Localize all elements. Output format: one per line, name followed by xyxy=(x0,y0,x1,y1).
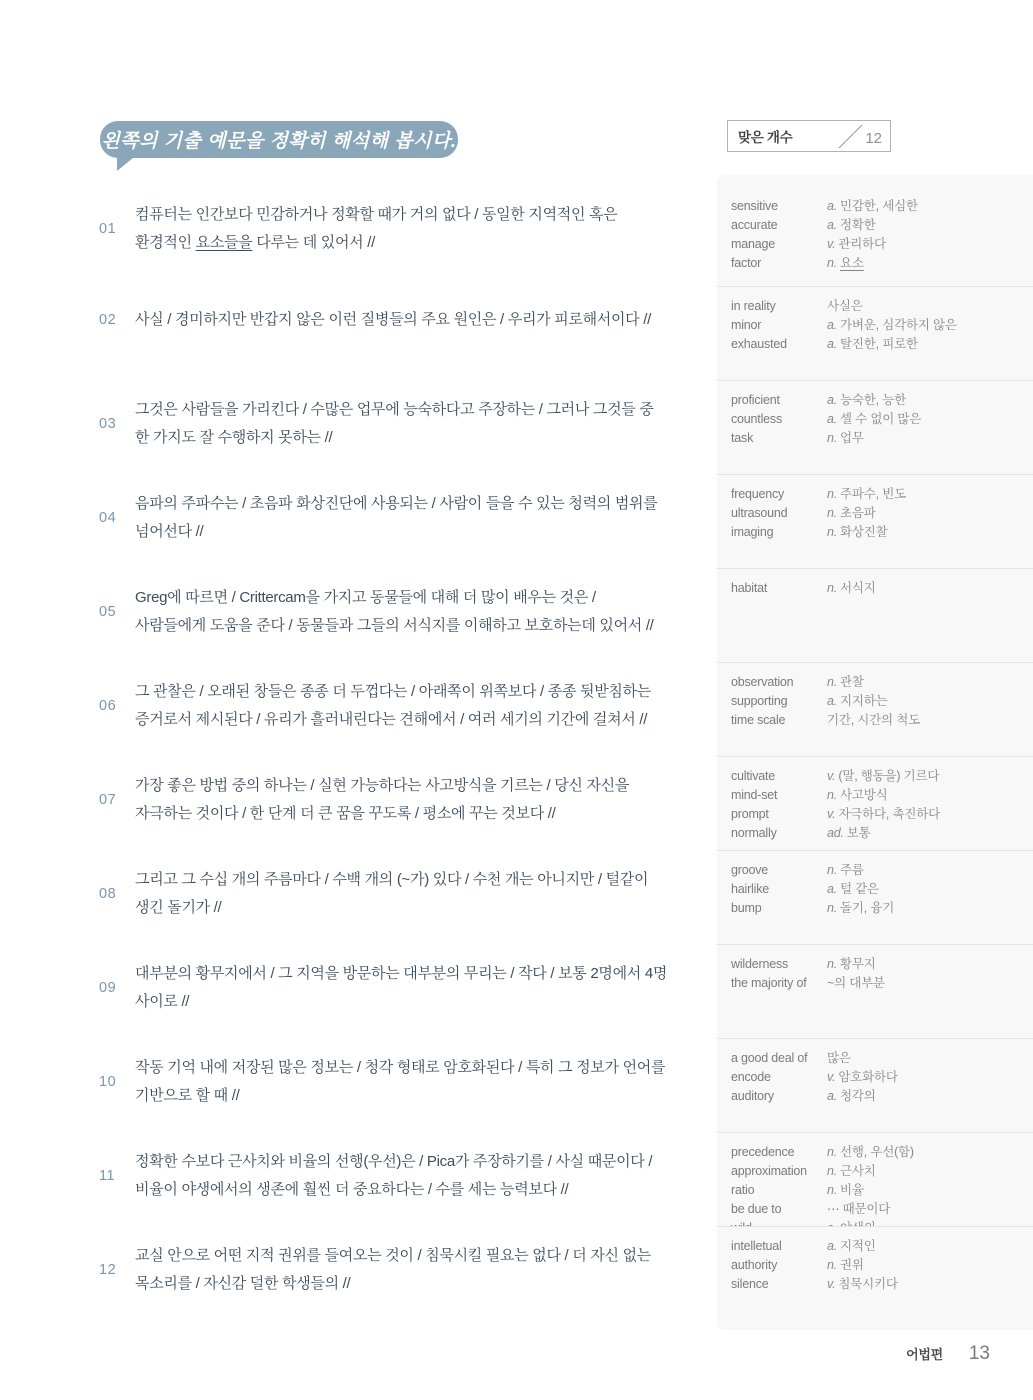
part-of-speech-label: v. xyxy=(827,1070,836,1084)
definition-text: 지지하는 xyxy=(840,694,888,708)
part-of-speech-label: v. xyxy=(827,1277,836,1291)
vocab-block xyxy=(717,1038,1033,1132)
vocab-entry xyxy=(731,861,1019,880)
vocab-entry xyxy=(731,1275,1019,1294)
vocab-definition xyxy=(827,1049,1019,1068)
part-of-speech-label: n. xyxy=(827,901,838,915)
definition-text: 기간, 시간의 척도 xyxy=(827,713,920,727)
vocab-entry xyxy=(731,1200,1019,1219)
definition-text: 가벼운, 심각하지 않은 xyxy=(840,318,957,332)
item-text: 사실 / 경미하지만 반갑지 않은 이런 질병들의 주요 원인은 / 우리가 피로해서이다 // xyxy=(135,311,651,328)
vocab-word: in reality xyxy=(731,299,776,313)
sentence-item xyxy=(99,175,717,286)
vocab-definition xyxy=(827,1256,1019,1275)
slash-icon xyxy=(836,122,864,150)
part-of-speech-label: n. xyxy=(827,1164,838,1178)
vocab-entry xyxy=(731,216,1019,235)
vocab-word: observation xyxy=(731,675,794,689)
vocab-word: prompt xyxy=(731,807,769,821)
definition-text: 청각의 xyxy=(840,1089,876,1103)
definition-text: 자극하다, 촉진하다 xyxy=(838,807,940,821)
definition-text: 근사치 xyxy=(840,1164,876,1178)
item-text: 컴퓨터는 인간보다 민감하거나 정확할 때가 거의 없다 / 동일한 지역적인 혹은 환경적인 요소들을 다루는 데 있어서 // xyxy=(135,206,618,251)
vocab-definition xyxy=(827,1143,1019,1162)
vocab-definition xyxy=(827,692,1019,711)
vocab-entry xyxy=(731,692,1019,711)
vocab-word: authority xyxy=(731,1258,778,1272)
definition-text: ~의 대부분 xyxy=(827,976,885,990)
vocab-entry xyxy=(731,1256,1019,1275)
definition-text: 요소 xyxy=(840,256,864,270)
vocab-word: task xyxy=(731,431,754,445)
definition-text: 주파수, 빈도 xyxy=(840,487,906,501)
vocab-definition xyxy=(827,1275,1019,1294)
vocab-block xyxy=(717,568,1033,662)
item-text: 교실 안으로 어떤 지적 권위를 들여오는 것이 / 침묵시킬 필요는 없다 / 더 자신 없는 목소리를 / 자신감 덜한 학생들의 // xyxy=(135,1247,651,1292)
definition-text: 털 같은 xyxy=(840,882,879,896)
part-of-speech-label: v. xyxy=(827,807,836,821)
part-of-speech-label: n. xyxy=(827,525,838,539)
item-text: 그 관찰은 / 오래된 창들은 종종 더 두껍다는 / 아래쪽이 위쪽보다 / 종종 뒷받침하는 증거로서 제시된다 / 유리가 흘러내린다는 견해에서 / 여러 세기의 기간에 걸쳐서 // xyxy=(135,683,651,728)
vocab-definition xyxy=(827,974,1019,993)
vocab-word: habitat xyxy=(731,581,768,595)
vocab-entry xyxy=(731,1068,1019,1087)
part-of-speech-label: n. xyxy=(827,1145,838,1159)
item-row xyxy=(99,1132,1033,1226)
part-of-speech-label: n. xyxy=(827,863,838,877)
part-of-speech-label: a. xyxy=(827,1239,838,1253)
sentence-item xyxy=(99,1132,717,1226)
vocab-word: time scale xyxy=(731,713,786,727)
sentence-item xyxy=(99,380,717,474)
sentence-item-inner xyxy=(99,866,717,922)
vocab-block xyxy=(717,175,1033,286)
part-of-speech-label: a. xyxy=(827,882,838,896)
vocab-definition xyxy=(827,880,1019,899)
sentence-item xyxy=(99,1226,717,1330)
definition-text: 능숙한, 능한 xyxy=(840,393,906,407)
vocab-definition xyxy=(827,297,1019,316)
item-text: 대부분의 황무지에서 / 그 지역을 방문하는 대부분의 무리는 / 작다 / 보통 2명에서 4명 사이로 // xyxy=(135,965,668,1010)
vocab-word: a good deal of xyxy=(731,1051,808,1065)
part-of-speech-label: n. xyxy=(827,1183,838,1197)
part-of-speech-label: n. xyxy=(827,788,838,802)
sentence-item xyxy=(99,1038,717,1132)
item-number: 10 xyxy=(99,1074,117,1090)
part-of-speech-label: v. xyxy=(827,769,836,783)
vocab-word: ratio xyxy=(731,1183,755,1197)
vocab-block xyxy=(717,850,1033,944)
score-box-label: 맞은 개수 xyxy=(738,130,793,145)
part-of-speech-label: n. xyxy=(827,487,838,501)
vocab-definition xyxy=(827,861,1019,880)
vocab-entry xyxy=(731,504,1019,523)
vocab-word: auditory xyxy=(731,1089,774,1103)
vocab-entry xyxy=(731,254,1019,273)
sentence-item xyxy=(99,568,717,662)
item-number: 04 xyxy=(99,510,117,526)
vocab-definition xyxy=(827,824,1019,843)
vocab-definition xyxy=(827,1068,1019,1087)
vocab-definition xyxy=(827,429,1019,448)
definition-text: 화상진찰 xyxy=(840,525,888,539)
item-number: 07 xyxy=(99,792,117,808)
vocab-block xyxy=(717,944,1033,1038)
item-text: 그것은 사람들을 가리킨다 / 수많은 업무에 능숙하다고 주장하는 / 그러나 그것들 중 한 가지도 잘 수행하지 못하는 // xyxy=(135,401,654,446)
part-of-speech-label: v. xyxy=(827,237,836,251)
part-of-speech-label: n. xyxy=(827,675,838,689)
part-of-speech-label: a. xyxy=(827,412,838,426)
part-of-speech-label: n. xyxy=(827,1258,838,1272)
definition-text: 보통 xyxy=(846,826,871,840)
item-number: 01 xyxy=(99,221,117,237)
vocab-entry xyxy=(731,767,1019,786)
item-row xyxy=(99,286,1033,380)
sentence-item-inner xyxy=(99,396,717,452)
vocab-word: ultrasound xyxy=(731,506,788,520)
vocab-definition xyxy=(827,767,1019,786)
part-of-speech-label: n. xyxy=(827,957,838,971)
sentence-item-inner xyxy=(99,1148,717,1204)
definition-text: 많은 xyxy=(827,1051,851,1065)
instruction-banner xyxy=(100,121,458,158)
vocab-entry xyxy=(731,955,1019,974)
sentence-item-inner xyxy=(99,1054,717,1110)
vocab-block xyxy=(717,662,1033,756)
vocab-entry xyxy=(731,235,1019,254)
part-of-speech-label: n. xyxy=(827,581,838,595)
vocab-word: encode xyxy=(731,1070,771,1084)
vocab-definition xyxy=(827,899,1019,918)
vocab-definition xyxy=(827,410,1019,429)
sentence-item-inner xyxy=(99,1242,717,1298)
definition-text: ⋯ 때문이다 xyxy=(827,1202,891,1216)
definition-text: 관리하다 xyxy=(838,237,886,251)
part-of-speech-label: ad. xyxy=(827,826,844,840)
vocab-definition xyxy=(827,711,1019,730)
vocab-word: exhausted xyxy=(731,337,787,351)
vocab-entry xyxy=(731,1143,1019,1162)
vocab-block xyxy=(717,1226,1033,1330)
vocab-word: manage xyxy=(731,237,775,251)
item-number: 09 xyxy=(99,980,117,996)
definition-text: 셀 수 없이 많은 xyxy=(840,412,922,426)
vocab-word: countless xyxy=(731,412,783,426)
part-of-speech-label: n. xyxy=(827,431,838,445)
vocab-definition xyxy=(827,316,1019,335)
definition-text: 황무지 xyxy=(840,957,876,971)
vocab-entry xyxy=(731,673,1019,692)
vocab-word: groove xyxy=(731,863,769,877)
definition-text: 지적인 xyxy=(840,1239,876,1253)
vocab-word: factor xyxy=(731,256,762,270)
vocab-entry xyxy=(731,1162,1019,1181)
vocab-entry xyxy=(731,711,1019,730)
part-of-speech-label: a. xyxy=(827,318,838,332)
item-number: 11 xyxy=(99,1168,116,1184)
vocab-word: proficient xyxy=(731,393,780,407)
vocab-definition xyxy=(827,235,1019,254)
item-text: 정확한 수보다 근사치와 비율의 선행(우선)은 / Pica가 주장하기를 / 사실 때문이다 / 비율이 야생에서의 생존에 훨씬 더 중요하다는 / 수를 세는 능력보다 // xyxy=(135,1153,653,1198)
vocab-definition xyxy=(827,786,1019,805)
definition-text: 주름 xyxy=(840,863,864,877)
item-number: 12 xyxy=(99,1262,117,1278)
definition-text: 선행, 우선(함) xyxy=(840,1145,914,1159)
vocab-word: be due to xyxy=(731,1202,782,1216)
sentence-item-inner xyxy=(99,678,717,734)
vocab-definition xyxy=(827,1162,1019,1181)
part-of-speech-label: a. xyxy=(827,393,838,407)
part-of-speech-label: a. xyxy=(827,694,838,708)
item-text: 작동 기억 내에 저장된 많은 정보는 / 청각 형태로 암호화된다 / 특히 그 정보가 언어를 기반으로 할 때 // xyxy=(135,1059,666,1104)
definition-text: 탈진한, 피로한 xyxy=(840,337,918,351)
definition-text: 서식지 xyxy=(840,581,876,595)
vocab-block xyxy=(717,380,1033,474)
vocab-block xyxy=(717,474,1033,568)
vocab-definition xyxy=(827,673,1019,692)
vocab-entry xyxy=(731,429,1019,448)
item-number: 03 xyxy=(99,416,117,432)
vocab-definition xyxy=(827,523,1019,542)
sentence-item xyxy=(99,850,717,944)
item-row xyxy=(99,850,1033,944)
vocab-block xyxy=(717,286,1033,380)
vocab-word: hairlike xyxy=(731,882,769,896)
vocab-entry xyxy=(731,197,1019,216)
vocab-entry xyxy=(731,410,1019,429)
vocab-definition xyxy=(827,1181,1019,1200)
item-text: Greg에 따르면 / Crittercam을 가지고 동물들에 대해 더 많이 배우는 것은 / 사람들에게 도움을 준다 / 동물들과 그들의 서식지를 이해하고 보호하는데 있어서 // xyxy=(135,589,654,634)
item-row xyxy=(99,756,1033,850)
vocab-definition xyxy=(827,955,1019,974)
vocab-word: bump xyxy=(731,901,762,915)
vocab-entry xyxy=(731,786,1019,805)
vocab-definition xyxy=(827,805,1019,824)
vocab-entry xyxy=(731,316,1019,335)
part-of-speech-label: a. xyxy=(827,1089,838,1103)
definition-text: 업무 xyxy=(840,431,864,445)
definition-text: 암호화하다 xyxy=(838,1070,898,1084)
part-of-speech-label: n. xyxy=(827,256,838,270)
vocab-definition xyxy=(827,579,1019,598)
definition-text: 초음파 xyxy=(840,506,876,520)
vocab-definition xyxy=(827,216,1019,235)
sentence-item xyxy=(99,474,717,568)
sentence-item xyxy=(99,756,717,850)
vocab-word: sensitive xyxy=(731,199,778,213)
vocab-entry xyxy=(731,485,1019,504)
vocab-block xyxy=(717,756,1033,850)
sentence-item-inner xyxy=(99,772,717,828)
item-row xyxy=(99,175,1033,286)
item-row xyxy=(99,474,1033,568)
sentence-item xyxy=(99,944,717,1038)
vocab-block xyxy=(717,1132,1033,1226)
item-row xyxy=(99,944,1033,1038)
item-text: 그리고 그 수십 개의 주름마다 / 수백 개의 (~가) 있다 / 수천 개는 아니지만 / 털같이 생긴 돌기가 // xyxy=(135,871,649,916)
vocab-entry xyxy=(731,899,1019,918)
item-text: 가장 좋은 방법 중의 하나는 / 실현 가능하다는 사고방식을 기르는 / 당신 자신을 자극하는 것이다 / 한 단계 더 큰 꿈을 꾸도록 / 평소에 꾸는 것보다 // xyxy=(135,777,630,822)
vocab-entry xyxy=(731,805,1019,824)
vocab-definition xyxy=(827,254,1019,273)
item-text: 음파의 주파수는 / 초음파 화상진단에 사용되는 / 사람이 들을 수 있는 청력의 범위를 넘어선다 // xyxy=(135,495,658,540)
vocab-word: silence xyxy=(731,1277,769,1291)
footer-section-label: 어법편 xyxy=(906,1347,943,1362)
item-row xyxy=(99,568,1033,662)
vocab-definition xyxy=(827,1237,1019,1256)
vocab-definition xyxy=(827,391,1019,410)
item-row xyxy=(99,380,1033,474)
vocab-entry xyxy=(731,1087,1019,1106)
item-number: 06 xyxy=(99,698,117,714)
definition-text: 침묵시키다 xyxy=(838,1277,898,1291)
vocab-word: normally xyxy=(731,826,777,840)
vocab-entry xyxy=(731,1181,1019,1200)
vocab-definition xyxy=(827,504,1019,523)
vocab-entry xyxy=(731,579,1019,598)
definition-text: 비율 xyxy=(840,1183,864,1197)
vocab-word: supporting xyxy=(731,694,788,708)
footer-page-number: 13 xyxy=(968,1343,990,1364)
vocab-word: frequency xyxy=(731,487,785,501)
definition-text: 사실은 xyxy=(827,299,863,313)
vocab-word: accurate xyxy=(731,218,778,232)
sentence-item xyxy=(99,286,717,380)
vocab-entry xyxy=(731,824,1019,843)
vocab-entry xyxy=(731,335,1019,354)
vocab-word: cultivate xyxy=(731,769,776,783)
vocab-entry xyxy=(731,1049,1019,1068)
sentence-item xyxy=(99,662,717,756)
sentence-item-inner xyxy=(99,201,717,257)
part-of-speech-label: a. xyxy=(827,218,838,232)
item-row xyxy=(99,662,1033,756)
vocab-word: wilderness xyxy=(731,957,789,971)
vocab-word: minor xyxy=(731,318,762,332)
sentence-item-inner xyxy=(99,584,717,640)
definition-text: 돌기, 융기 xyxy=(840,901,895,915)
vocab-definition xyxy=(827,335,1019,354)
vocab-definition xyxy=(827,485,1019,504)
vocab-word: mind-set xyxy=(731,788,778,802)
definition-text: 정확한 xyxy=(840,218,876,232)
vocab-definition xyxy=(827,1087,1019,1106)
vocab-entry xyxy=(731,1237,1019,1256)
definition-text: 권위 xyxy=(840,1258,864,1272)
part-of-speech-label: a. xyxy=(827,199,838,213)
definition-text: (말, 행동을) 기르다 xyxy=(838,769,940,783)
vocab-entry xyxy=(731,523,1019,542)
definition-text: 민감한, 세심한 xyxy=(840,199,918,213)
sentence-item-inner xyxy=(99,960,717,1016)
vocab-word: the majority of xyxy=(731,976,807,990)
vocab-word: imaging xyxy=(731,525,774,539)
vocab-definition xyxy=(827,197,1019,216)
item-number: 08 xyxy=(99,886,117,902)
instruction-banner-text: 왼쪽의 기출 예문을 정확히 해석해 봅시다. xyxy=(101,131,457,152)
vocab-entry xyxy=(731,297,1019,316)
vocab-definition xyxy=(827,1200,1019,1219)
item-row xyxy=(99,1226,1033,1330)
vocab-word: approximation xyxy=(731,1164,807,1178)
definition-text: 사고방식 xyxy=(840,788,888,802)
part-of-speech-label: a. xyxy=(827,337,838,351)
items-list xyxy=(99,175,1033,1330)
part-of-speech-label: n. xyxy=(827,506,838,520)
vocab-entry xyxy=(731,974,1019,993)
vocab-word: precedence xyxy=(731,1145,795,1159)
vocab-entry xyxy=(731,880,1019,899)
sentence-item-inner xyxy=(99,490,717,546)
sentence-item-inner xyxy=(99,306,717,334)
definition-text: 관찰 xyxy=(840,675,864,689)
page-footer xyxy=(906,1343,990,1365)
item-number: 05 xyxy=(99,604,117,620)
item-number: 02 xyxy=(99,312,117,328)
score-box xyxy=(727,120,891,152)
score-total-value: 12 xyxy=(865,129,882,147)
vocab-word: intelletual xyxy=(731,1239,782,1253)
item-row xyxy=(99,1038,1033,1132)
vocab-entry xyxy=(731,391,1019,410)
